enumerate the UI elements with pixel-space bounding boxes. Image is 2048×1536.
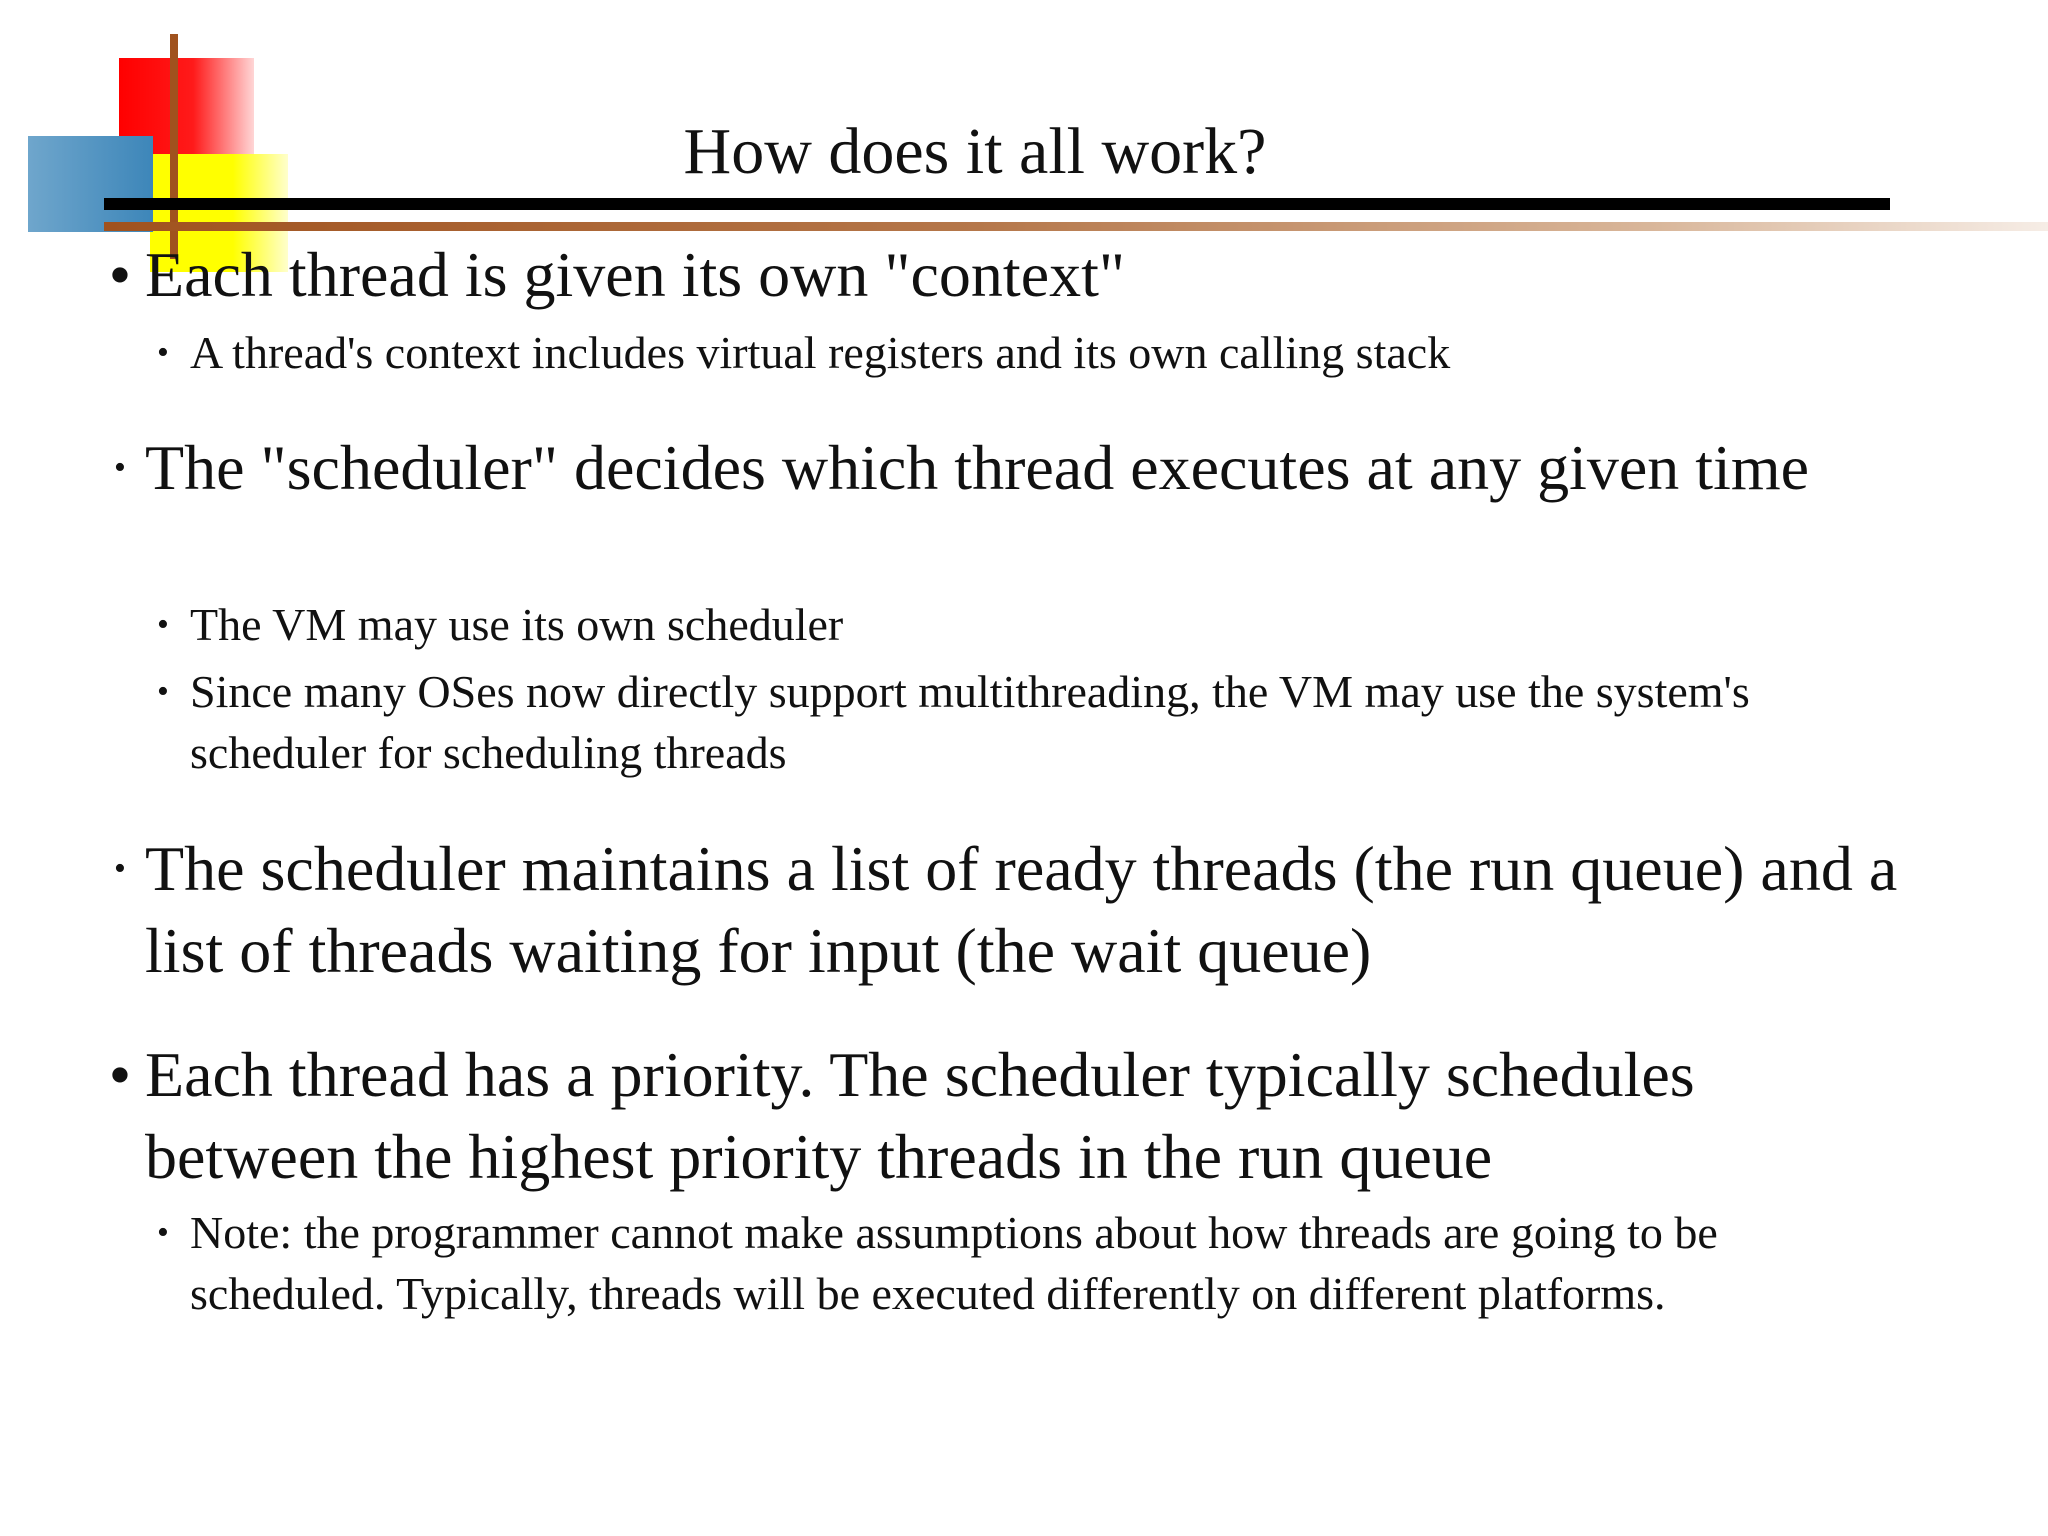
sub-bullet-text: A thread's context includes virtual registers and its own calling stack (190, 327, 1451, 378)
bullet-item (108, 1034, 1905, 1198)
sub-bullet-icon: • (157, 673, 169, 710)
sub-bullet-icon: • (157, 1214, 169, 1251)
sub-bullet-text: The VM may use its own scheduler (190, 599, 844, 650)
sub-bullet-item (157, 661, 1890, 783)
slide-title: How does it all work? (683, 115, 1267, 188)
bullet-icon: • (114, 850, 126, 887)
sub-bullet-item (157, 1202, 1870, 1324)
sub-bullet-text: Since many OSes now directly support multithreading, the VM may use the system's scheduler for scheduling threads (190, 666, 1750, 778)
sub-bullet-item (157, 322, 1890, 383)
bullet-icon: • (108, 1039, 132, 1110)
sub-bullet-icon: • (157, 334, 169, 371)
bullet-text: Each thread has a priority. The scheduler typically schedules between the highest priority threads in the run queue (145, 1039, 1695, 1192)
sub-bullet-text: Note: the programmer cannot make assumptions about how threads are going to be scheduled. Typically, threads will be executed differently on different platforms. (190, 1207, 1718, 1319)
bullet-item (114, 427, 1905, 509)
bullet-text: The scheduler maintains a list of ready threads (the run queue) and a list of threads waiting for input (the wait queue) (145, 833, 1898, 986)
bullet-item (108, 234, 1905, 316)
bullet-item (114, 828, 1905, 992)
sub-bullet-icon: • (157, 606, 169, 643)
bullet-icon: • (114, 449, 126, 486)
bullet-icon: • (108, 239, 132, 310)
bullet-text: The "scheduler" decides which thread executes at any given time (145, 432, 1810, 503)
sub-bullet-item (157, 594, 1890, 655)
bullet-text: Each thread is given its own "context" (145, 239, 1125, 310)
